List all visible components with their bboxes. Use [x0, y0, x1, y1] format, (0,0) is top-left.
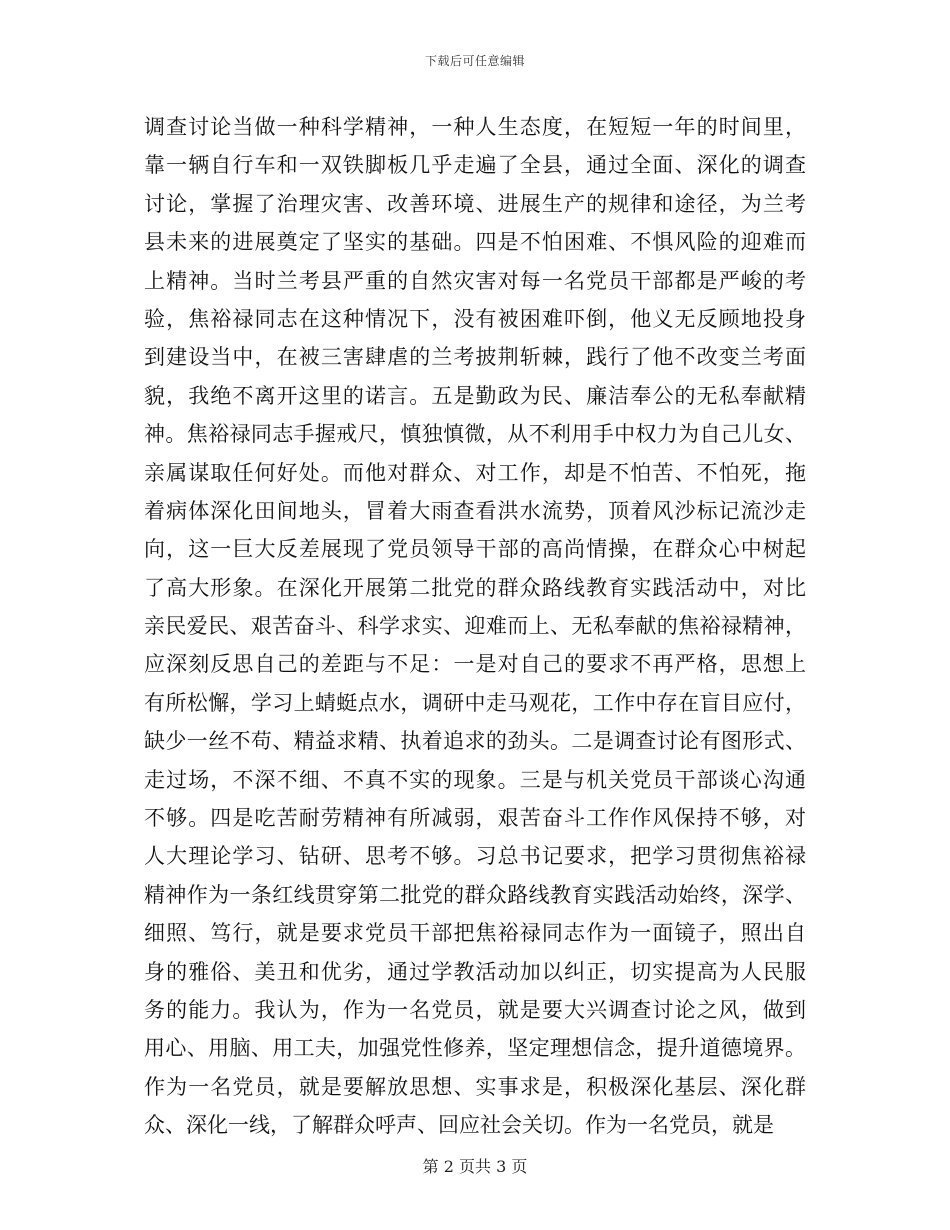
- body-line: 调查讨论当做一种科学精神，一种人生态度，在短短一年的时间里，: [144, 115, 806, 139]
- body-line: 讨论，掌握了治理灾害、改善环境、进展生产的规律和途径，为兰考: [144, 191, 806, 216]
- body-line: 精神作为一条红线贯穿第二批党的群众路线教育实践活动始终，深学、: [144, 882, 806, 907]
- body-line: 神。焦裕禄同志手握戒尺，慎独慎微，从不利用手中权力为自己儿女、: [144, 422, 806, 447]
- body-line: 验，焦裕禄同志在这种情况下，没有被困难吓倒，他义无反顾地投身: [144, 306, 806, 331]
- page-number-indicator: 第 2 页共 3 页: [422, 1157, 528, 1176]
- body-line: 身的雅俗、美丑和优劣，通过学教活动加以纠正，切实提高为人民服: [144, 959, 806, 984]
- body-line: 上精神。当时兰考县严重的自然灾害对每一名党员干部都是严峻的考: [144, 268, 806, 293]
- body-line: 应深刻反思自己的差距与不足：一是对自己的要求不再严格，思想上: [144, 652, 806, 677]
- body-line: 貌，我绝不离开这里的诺言。五是勤政为民、廉洁奉公的无私奉献精: [144, 383, 806, 408]
- body-line: 到建设当中，在被三害肆虐的兰考披荆斩棘，践行了他不改变兰考面: [144, 345, 806, 370]
- body-line: 了高大形象。在深化开展第二批党的群众路线教育实践活动中，对比: [144, 575, 806, 600]
- body-line: 用心、用脑、用工夫，加强党性修养，坚定理想信念，提升道德境界。: [144, 1036, 806, 1061]
- body-line: 务的能力。我认为，作为一名党员，就是要大兴调查讨论之风，做到: [144, 997, 806, 1022]
- body-line: 人大理论学习、钻研、思考不够。习总书记要求，把学习贯彻焦裕禄: [144, 844, 806, 869]
- document-body: [144, 108, 806, 1145]
- body-line: 有所松懈，学习上蜻蜓点水，调研中走马观花，工作中存在盲目应付，: [144, 690, 806, 715]
- page-header-note: 下载后可任意编辑: [424, 54, 525, 68]
- body-line: 县未来的进展奠定了坚实的基础。四是不怕困难、不惧风险的迎难而: [144, 230, 806, 255]
- body-line: 靠一辆自行车和一双铁脚板几乎走遍了全县，通过全面、深化的调查: [144, 153, 806, 178]
- body-line: 细照、笃行，就是要求党员干部把焦裕禄同志作为一面镜子，照出自: [144, 921, 806, 946]
- body-line: 不够。四是吃苦耐劳精神有所减弱，艰苦奋斗工作作风保持不够，对: [144, 806, 806, 831]
- body-line: 缺少一丝不苟、精益求精、执着追求的劲头。二是调查讨论有图形式、: [144, 729, 806, 754]
- body-line: 亲民爱民、艰苦奋斗、科学求实、迎难而上、无私奉献的焦裕禄精神，: [144, 614, 806, 639]
- body-line: 向，这一巨大反差展现了党员领导干部的高尚情操，在群众心中树起: [144, 537, 806, 562]
- body-line: 众、深化一线，了解群众呼声、回应社会关切。作为一名党员，就是: [144, 1113, 774, 1138]
- body-line: 着病体深化田间地头，冒着大雨查看洪水流势，顶着风沙标记流沙走: [144, 498, 806, 523]
- body-line: 走过场，不深不细、不真不实的现象。三是与机关党员干部谈心沟通: [144, 767, 806, 792]
- body-line: 作为一名党员，就是要解放思想、实事求是，积极深化基层、深化群: [144, 1074, 806, 1099]
- body-line: 亲属谋取任何好处。而他对群众、对工作，却是不怕苦、不怕死，拖: [144, 460, 806, 485]
